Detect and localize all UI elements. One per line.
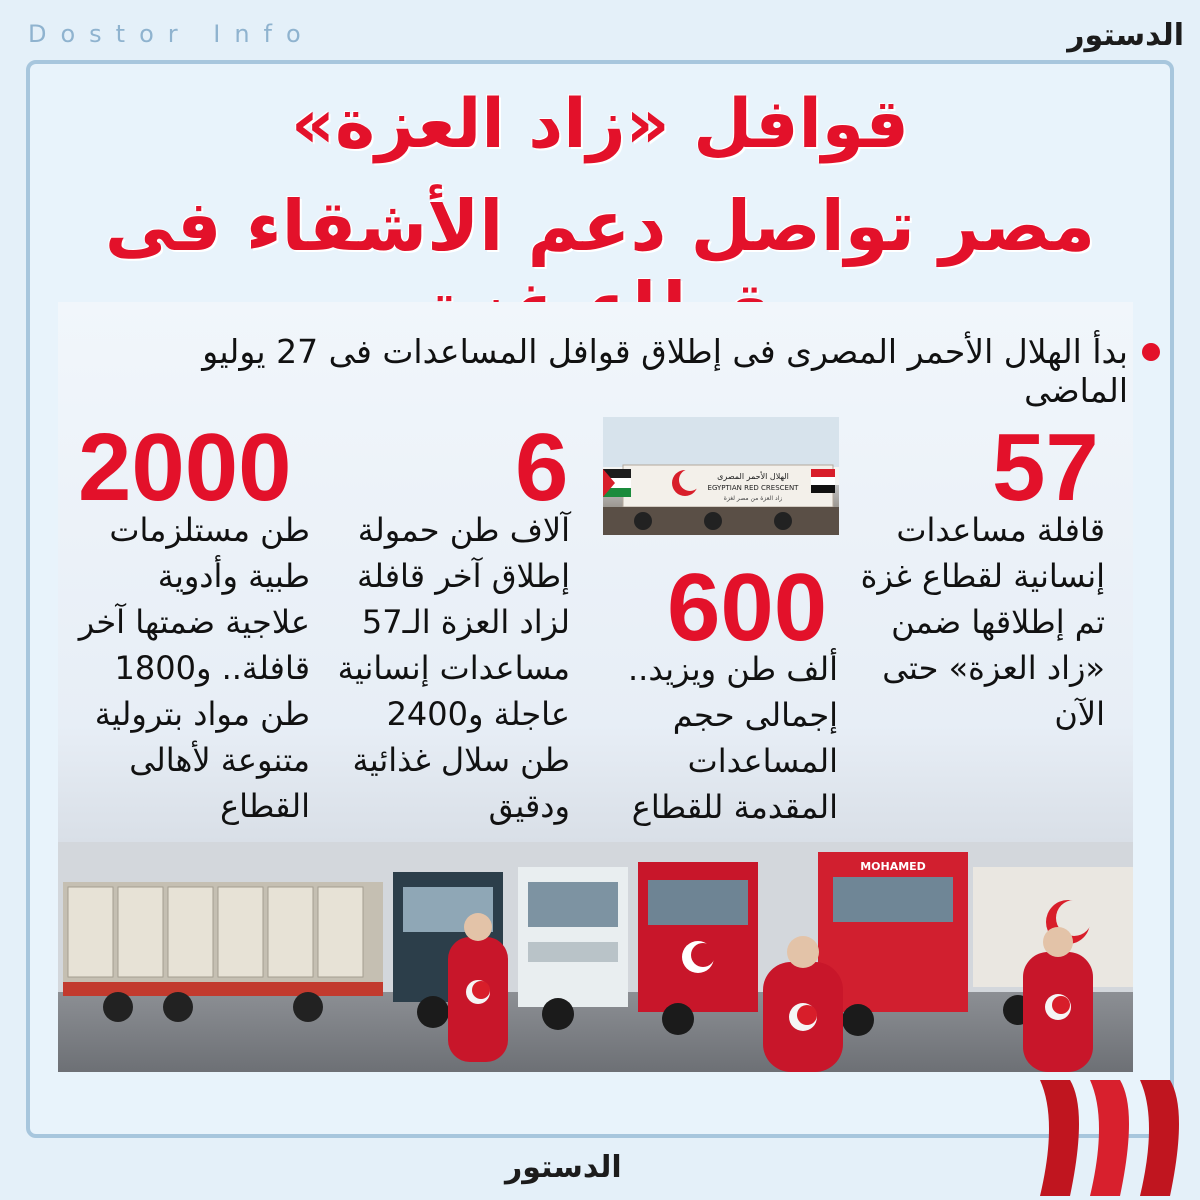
stat-line: إطلاق آخر قافلة [356,557,570,595]
logo-text: الدستور [505,1150,622,1185]
stat-line: القطاع [220,787,310,825]
logo-bottom [505,1150,622,1185]
banner-arabic: الهلال الأحمر المصرى [717,472,789,481]
stat-line: متنوعة لأهالى [129,741,310,779]
intro-text: بدأ الهلال الأحمر المصرى فى إطلاق قوافل المساعدات فى 27 يوليو الماضى [202,332,1128,410]
stat-line: طبية وأدوية [157,557,310,595]
main-title: قوافل «زاد العزة» [291,85,909,164]
stat-number-2000: 2000 [78,414,292,521]
stat-text-2000 [50,507,310,829]
decorative-stripes [1030,1080,1190,1196]
stat-line: المساعدات [687,742,838,780]
stat-number-57: 57 [992,414,1099,521]
stat-line: عاجلة و2400 [386,695,570,733]
stat-line: الآن [1054,695,1105,733]
stripes-graphic [1030,1080,1190,1196]
banner-subtitle: زاد العزة من مصر لغزة [723,495,783,502]
subtitle: مصر تواصل دعم الأشقاء فى [104,185,1096,267]
stat-line: ودقيق [488,787,570,825]
truck-photo [603,417,839,535]
stat-line: المقدمة للقطاع [631,788,838,826]
stat-line: لزاد العزة الـ57 [361,603,570,641]
stat-line: طن سلال غذائية [352,741,570,779]
stat-line: طن مواد بترولية [94,695,310,733]
stat-line: قافلة.. و1800 [114,649,310,687]
banner-english: EGYPTIAN RED CRESCENT [707,484,799,492]
truck-photo-illustration [603,417,839,535]
stat-text-6 [270,507,570,829]
stat-line: قافلة مساعدات [896,511,1105,549]
stat-line: علاجية ضمتها آخر [78,603,310,641]
truck-label: MOHAMED [860,860,926,873]
stat-line: ألف طن ويزيد.. [628,650,838,688]
stat-line: آلاف طن حمولة [357,511,570,549]
logo-text: الدستور [1067,18,1184,53]
stat-line: إنسانية لقطاع غزة [860,557,1105,595]
stat-number-600: 600 [667,554,828,661]
stat-line: مساعدات إنسانية [337,649,570,687]
stat-text-600 [548,646,838,830]
bullet-icon [1142,343,1160,361]
stat-line: طن مستلزمات [109,511,310,549]
brand-watermark: Dostor Info [28,20,315,48]
convoy-photo [58,842,1133,1072]
stat-line: إجمالى حجم [672,696,838,734]
logo-top [1067,18,1184,53]
stat-number-6: 6 [515,414,569,521]
convoy-illustration [58,842,1133,1072]
stat-line: «زاد العزة» حتى [882,649,1105,687]
stat-line: تم إطلاقها ضمن [891,603,1105,641]
